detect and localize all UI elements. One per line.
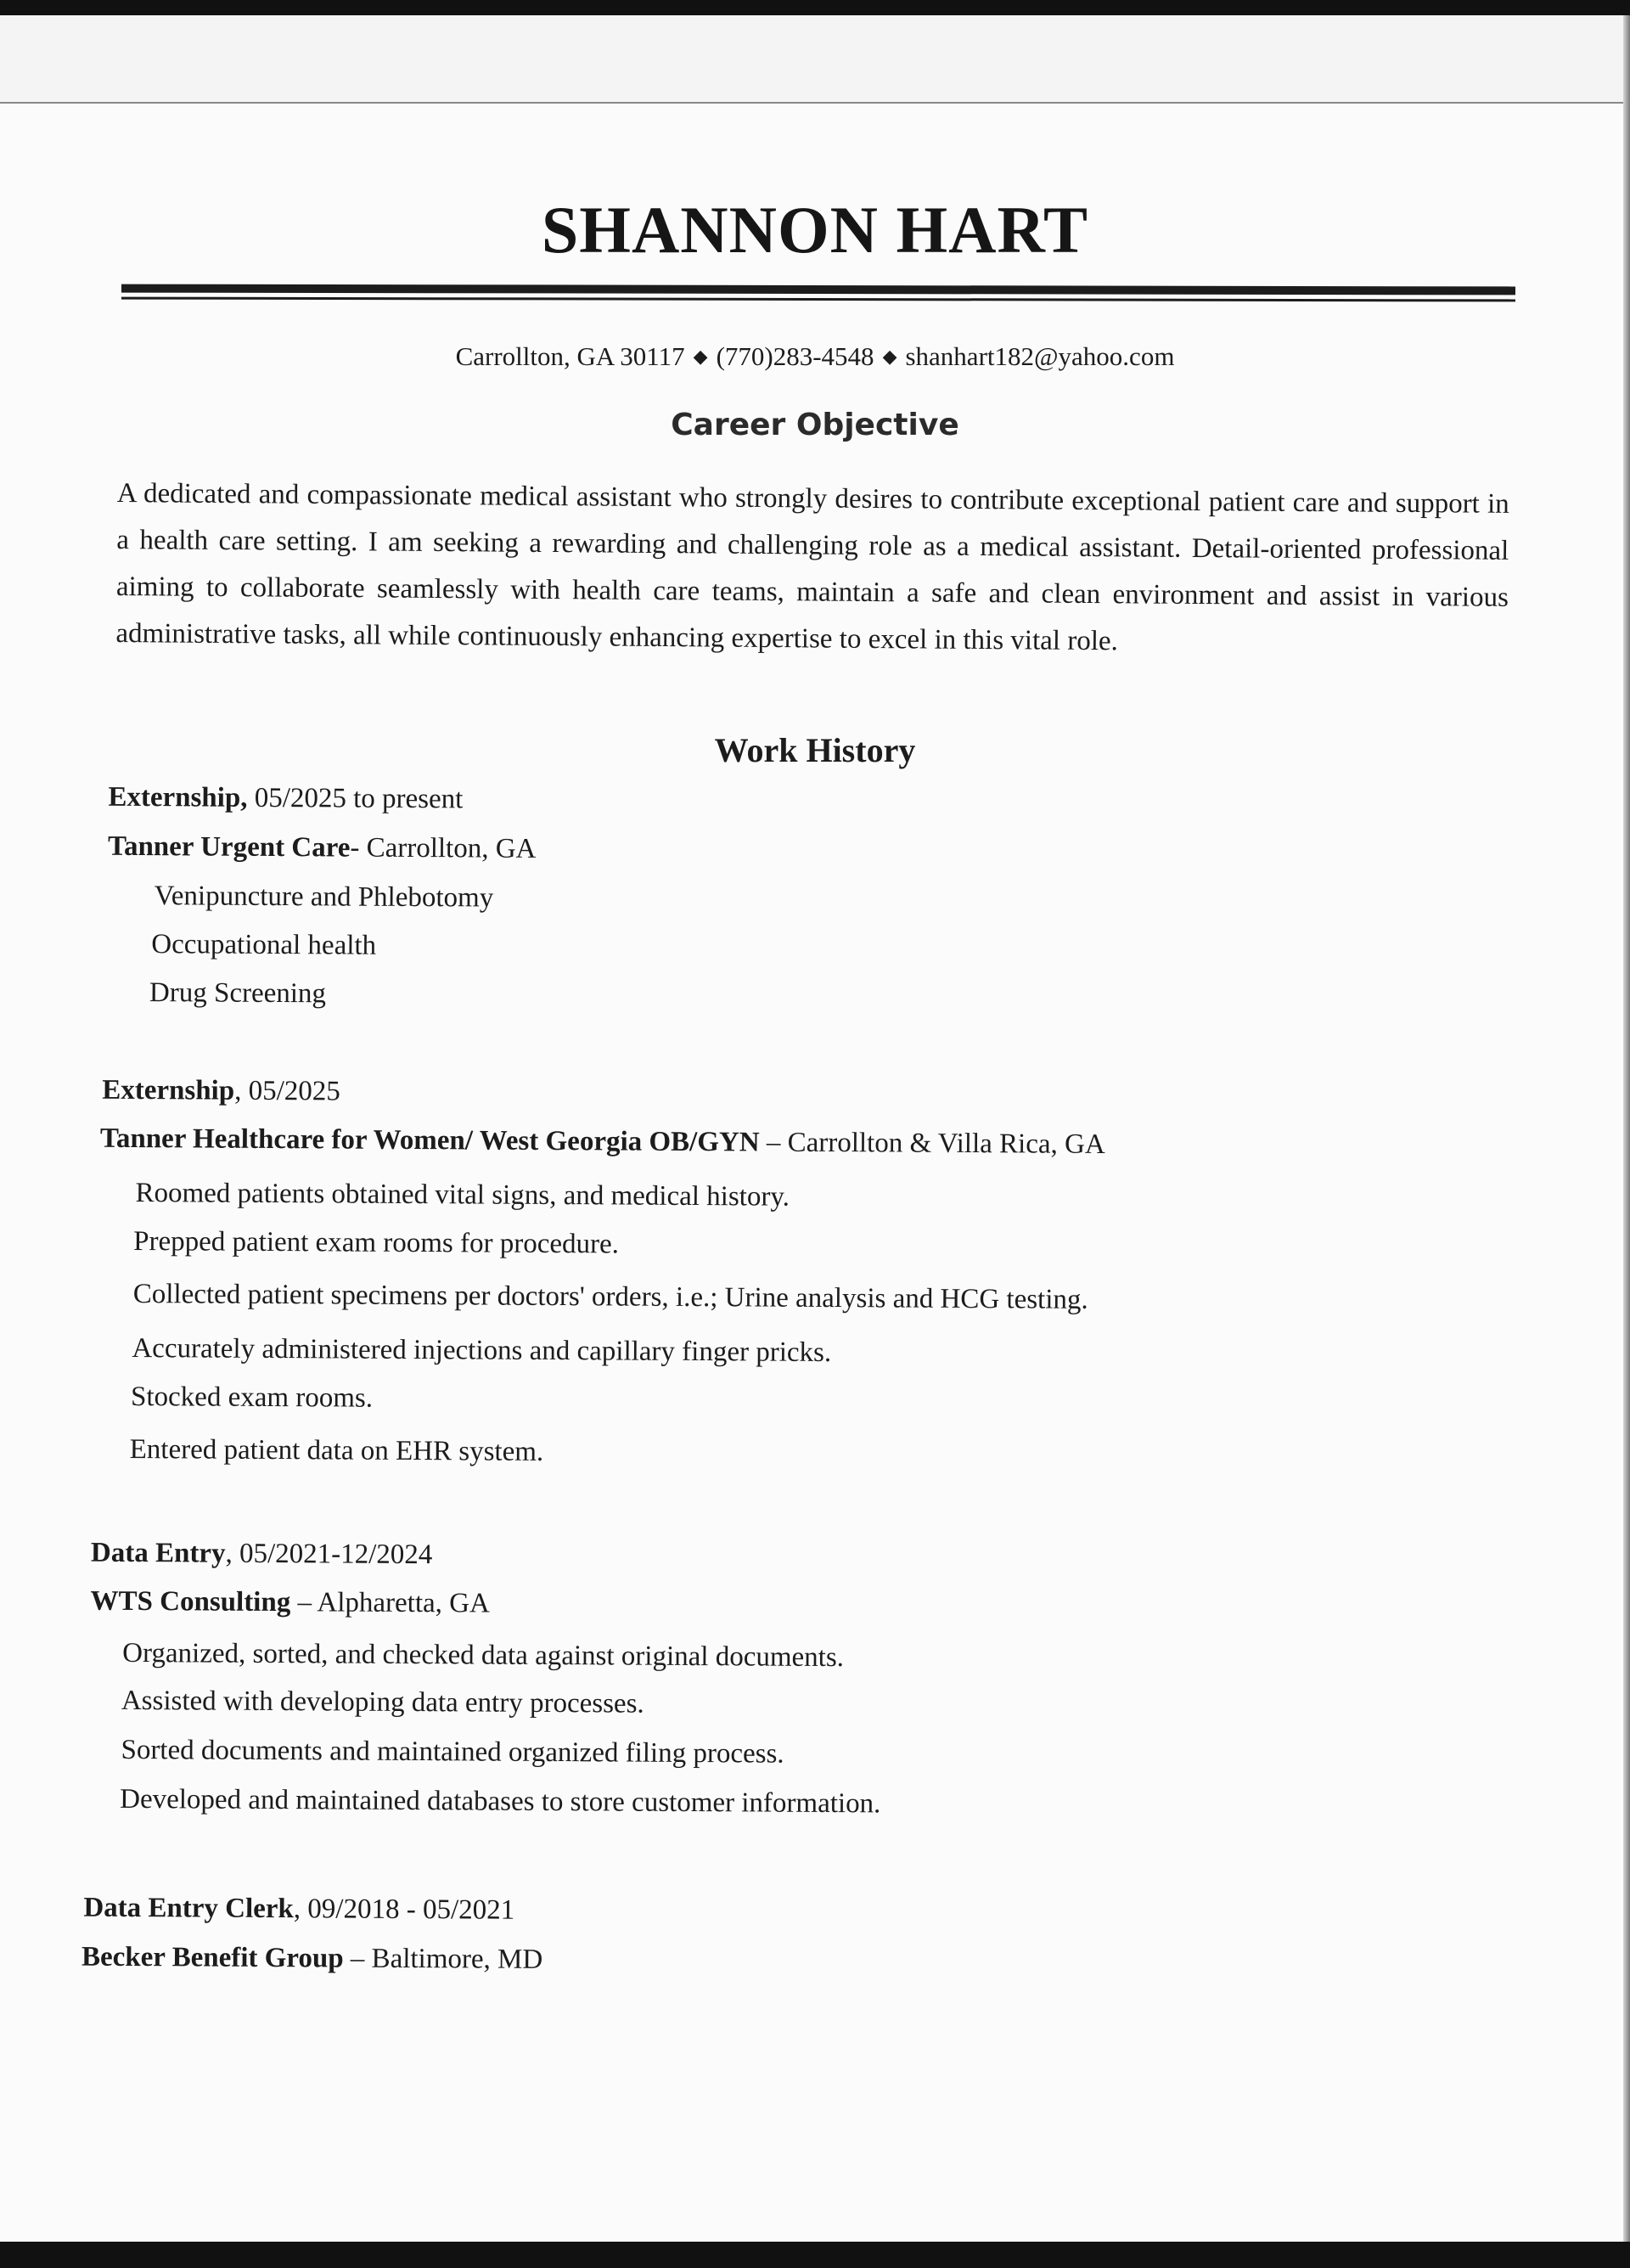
job-duty: Assisted with developing data entry processes. — [121, 1685, 644, 1719]
job-title: Data Entry — [90, 1537, 226, 1569]
job-duty: Developed and maintained databases to store customer information. — [120, 1783, 881, 1820]
job-duty: Accurately administered injections and capillary finger pricks. — [132, 1332, 832, 1369]
diamond-separator-icon: ◆ — [882, 346, 897, 367]
job-employer: Becker Benefit Group — [81, 1941, 344, 1974]
job-employer-line — [108, 831, 537, 865]
job-employer-line — [82, 1942, 542, 1976]
job-title-line — [108, 782, 463, 816]
job-title: Externship, — [108, 781, 248, 813]
contact-phone: (770)283-4548 — [716, 341, 874, 371]
job-location: – Carrollton & Villa Rica, GA — [759, 1127, 1105, 1160]
diamond-separator-icon: ◆ — [693, 346, 708, 367]
job-employer: WTS Consulting — [90, 1585, 291, 1618]
job-location: - Carrollton, GA — [350, 832, 537, 864]
job-dates: , 09/2018 - 05/2021 — [293, 1894, 515, 1926]
job-employer-line — [90, 1586, 490, 1620]
job-duty: Prepped patient exam rooms for procedure. — [133, 1225, 620, 1260]
job-duty: Venipuncture and Phlebotomy — [154, 881, 494, 914]
job-duty: Sorted documents and maintained organized filing process. — [121, 1734, 784, 1770]
resume-page — [0, 15, 1630, 2242]
job-dates: , 05/2021-12/2024 — [225, 1538, 433, 1571]
job-duty: Occupational health — [151, 929, 377, 961]
job-employer: Tanner Urgent Care — [107, 830, 351, 864]
job-title: Externship — [102, 1074, 235, 1106]
career-objective-text: A dedicated and compassionate medical assistant who strongly desires to contribute exceptional patient care and support in a health care setting. I am seeking a rewarding and challenging role as a medical assistant. Detail-oriented professional aiming to collaborate seamlessly with health care teams, maintain a safe and clean environment and assist in various administrative tasks, all while continuously enhancing expertise to excel in this vital role. — [115, 477, 1509, 657]
job-location: – Baltimore, MD — [343, 1943, 543, 1975]
resume-name: SHANNON HART — [541, 193, 1089, 267]
contact-email: shanhart182@yahoo.com — [905, 341, 1175, 371]
job-duty: Drug Screening — [149, 977, 327, 1010]
job-employer-line — [100, 1123, 1105, 1161]
job-title: Data Entry Clerk — [83, 1892, 294, 1925]
job-duty: Entered patient data on EHR system. — [129, 1433, 544, 1467]
job-location: – Alpharetta, GA — [290, 1587, 490, 1619]
work-history-list — [0, 15, 1630, 2268]
job-duty: Collected patient specimens per doctors' orders, i.e.; Urine analysis and HCG testing. — [132, 1278, 1088, 1315]
job-duty: Organized, sorted, and checked data against original documents. — [122, 1637, 845, 1674]
contact-location: Carrollton, GA 30117 — [455, 341, 685, 371]
job-duty: Stocked exam rooms. — [130, 1381, 374, 1414]
job-title-line — [83, 1893, 514, 1927]
career-objective-heading: Career Objective — [671, 408, 959, 442]
job-employer: Tanner Healthcare for Women/ West Georgia OB/GYN — [99, 1123, 760, 1158]
job-duty: Roomed patients obtained vital signs, and medical history. — [135, 1178, 790, 1213]
job-title-line — [91, 1538, 433, 1571]
job-dates: 05/2025 to present — [247, 782, 464, 815]
job-title-line — [102, 1075, 340, 1108]
job-dates: , 05/2025 — [234, 1075, 340, 1107]
work-history-heading: Work History — [714, 731, 916, 769]
